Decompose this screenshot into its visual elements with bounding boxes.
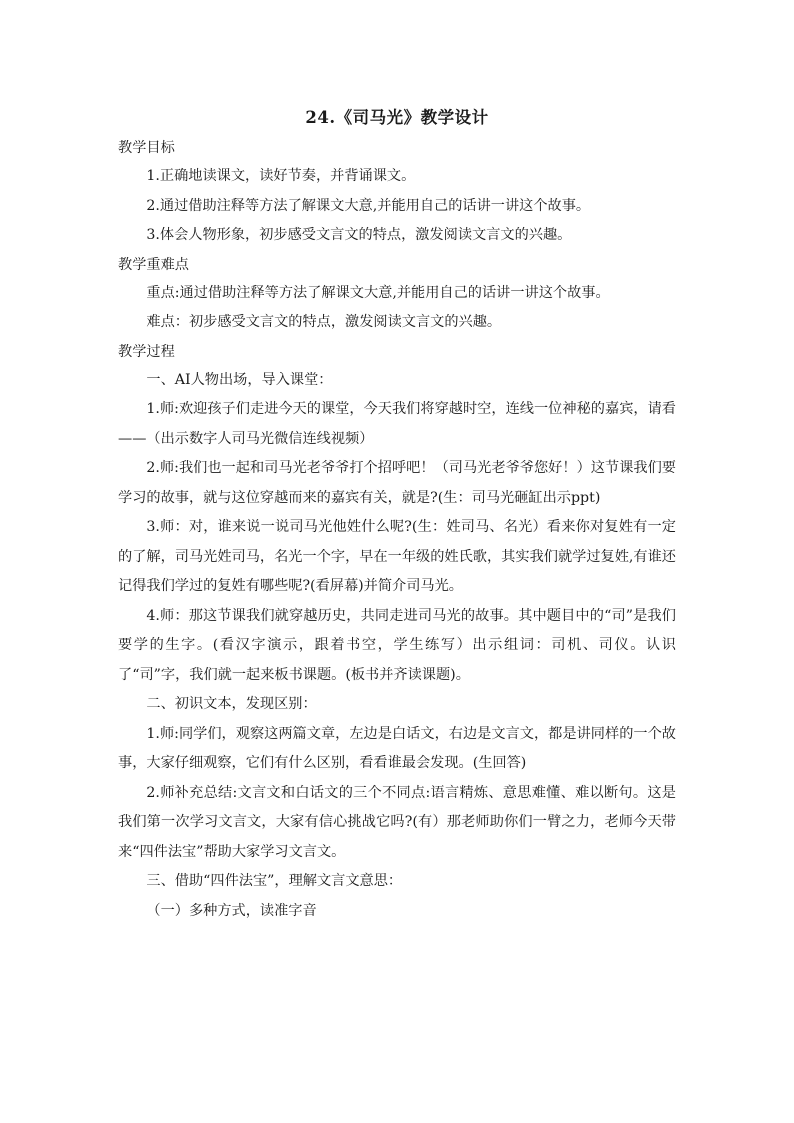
process-step-2-heading: 二、初识文本，发现区别： [146, 696, 317, 712]
document-page [118, 104, 676, 926]
section-heading-goals: 教学目标 [118, 140, 175, 156]
section-heading-process: 教学过程 [118, 343, 175, 360]
process-paragraph: 1.师:同学们，观察这两篇文章，左边是白话文，右边是文言文，都是讲同样的一个故事，大家仔细观察，它们有什么区别，看看谁最会发现。(生回答) [118, 725, 676, 771]
section-heading-key-points: 教学重难点 [118, 256, 189, 273]
process-step-3-heading: 三、借助“四件法宝”，理解文言文意思： [146, 873, 403, 889]
process-paragraph: 4.师：那这节课我们就穿越历史，共同走进司马光的故事。其中题目中的“司”是我们要学的生字。(看汉字演示，跟着书空，学生练写）出示组词：司机、司仪。认识了“司”字，我们就一起来板书课题。(板书并齐读课题)。 [118, 607, 676, 683]
goal-item-1: 1.正确地读课文，读好节奏，并背诵课文。 [146, 168, 416, 184]
process-paragraph: 1.师:欢迎孩子们走进今天的课堂，今天我们将穿越时空，连线一位神秘的嘉宾，请看——（出示数字人司马光微信连线视频） [118, 401, 676, 447]
key-point-focus: 重点:通过借助注释等方法了解课文大意,并能用自己的话讲一讲这个故事。 [146, 284, 610, 301]
key-point-difficulty: 难点：初步感受文言文的特点，激发阅读文言文的兴趣。 [146, 314, 502, 330]
process-paragraph: 2.师:我们也一起和司马光老爷爷打个招呼吧！（司马光老爷爷您好！）这节课我们要学习的故事，就与这位穿越而来的嘉宾有关，就是?(生：司马光砸缸出示ppt) [118, 460, 676, 506]
process-subheading: （一）多种方式，读准字音 [146, 902, 317, 919]
document-title: 24.《司马光》教学设计 [305, 108, 489, 127]
goal-item-2: 2.通过借助注释等方法了解课文大意,并能用自己的话讲一讲这个故事。 [146, 197, 591, 214]
section-process [118, 338, 676, 927]
goal-item-3: 3.体会人物形象，初步感受文言文的特点，激发阅读文言文的兴趣。 [146, 227, 572, 243]
process-paragraph: 3.师：对，谁来说一说司马光他姓什么呢?(生：姓司马、名光）看来你对复姓有一定的了解，司马光姓司马，名光一个字，早在一年级的姓氏歌，其实我们就学过复姓,有谁还记得我们学过的复姓有哪些呢?(看屏幕)并简介司马光。 [118, 519, 676, 594]
process-step-1-heading: 一、AI人物出场，导入课堂： [146, 371, 333, 388]
section-key-points [118, 251, 676, 338]
process-paragraph: 2.师补充总结:文言文和白话文的三个不同点:语言精炼、意思难懂、难以断句。这是我们第一次学习文言文，大家有信心挑战它吗?(有）那老师助你们一臂之力，老师今天带来“四件法宝”帮助大家学习文言文。 [118, 784, 676, 860]
section-goals [118, 134, 676, 251]
